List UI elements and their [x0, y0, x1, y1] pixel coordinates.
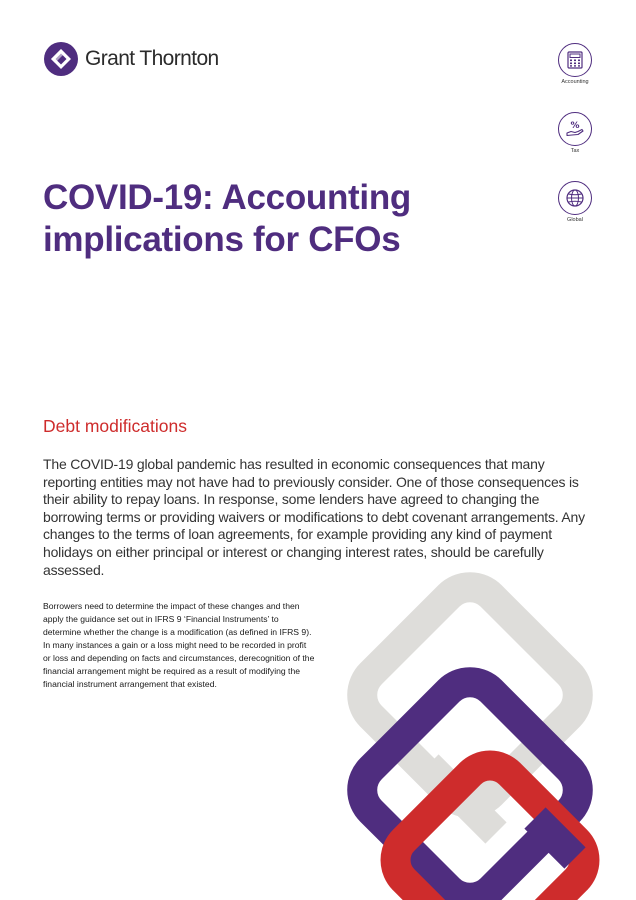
section-heading: Debt modifications: [43, 416, 187, 436]
page-title: [43, 177, 411, 261]
tax-item: [556, 112, 594, 154]
calculator-icon: [566, 51, 584, 69]
grant-thornton-logo-icon: [44, 42, 78, 76]
globe-icon: [565, 188, 585, 208]
brand-name: Grant Thornton: [85, 47, 219, 70]
global-item: [556, 181, 594, 223]
title-line-1: COVID-19: Accounting: [43, 178, 411, 217]
accounting-item: [556, 43, 594, 85]
accounting-label: Accounting: [561, 79, 589, 85]
body-paragraph: Borrowers need to determine the impact of these changes and then apply the guidance set out in IFRS 9 ‘Financial Instruments’ to determine whether the change is a modification (as defined in IFRS 9). In many instances a gain or a loss might need to be recorded in profit or loss and depending on facts and circumstances, derecognition of the financial arrangement might be required as a result of modifying the financial instrument arrangement that existed.: [43, 601, 315, 689]
tax-label: Tax: [570, 148, 580, 154]
title-line-2: implications for CFOs: [43, 220, 401, 259]
chain-links-graphic: [320, 560, 636, 900]
percent-hand-icon: [565, 119, 585, 139]
grant-thornton-logo: [44, 42, 219, 76]
svg-text:%: %: [570, 121, 580, 131]
intro-paragraph: The COVID-19 global pandemic has resulted in economic consequences that many reporting entities may not have had to previously consider. One of those consequences is their ability to repay loans. In response, some lenders have agreed to changing the borrowing terms or providing waivers or modifications to debt covenant arrangements. Any changes to the terms of loan agreements, for example providing any kind of payment holidays on either principal or interest or changing interest rates, should be carefully assessed.: [43, 456, 585, 578]
global-label: Global: [567, 217, 583, 223]
